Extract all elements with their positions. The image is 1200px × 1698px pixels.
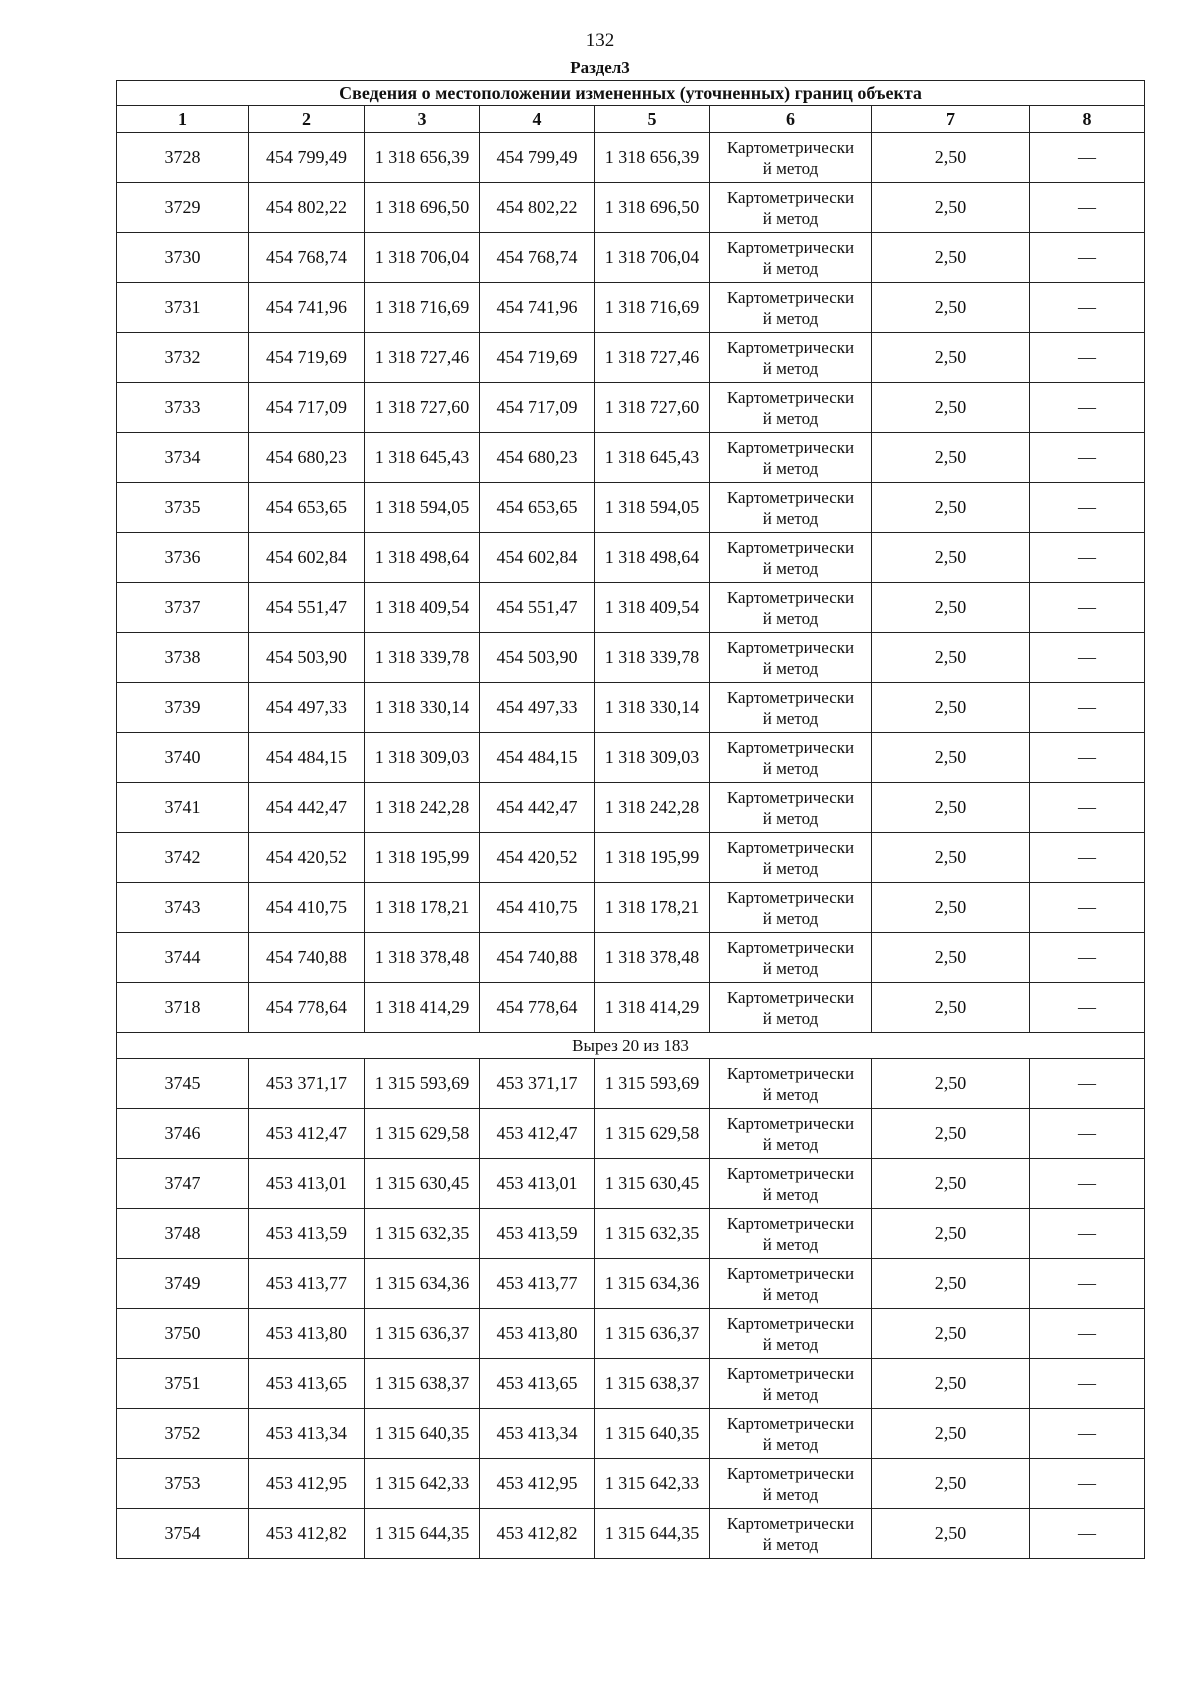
- table-cell-col-5: 1 315 638,37: [595, 1359, 710, 1409]
- table-cell-col-8: —: [1030, 333, 1145, 383]
- table-cell-col-6: Картометрически й метод: [710, 683, 872, 733]
- table-row: [117, 1259, 1145, 1309]
- table-cell-col-6: Картометрически й метод: [710, 733, 872, 783]
- table-row: [117, 133, 1145, 183]
- table-cell-col-6: Картометрически й метод: [710, 133, 872, 183]
- table-cell-col-1: 3735: [117, 483, 249, 533]
- table-row: [117, 233, 1145, 283]
- table-cell-col-7: 2,50: [872, 483, 1030, 533]
- table-cell-col-4: 453 371,17: [480, 1059, 595, 1109]
- section-title: Раздел3: [570, 58, 630, 77]
- page-number: 132: [585, 30, 615, 51]
- table-cell-col-1: 3734: [117, 433, 249, 483]
- table-cell-col-8: —: [1030, 633, 1145, 683]
- column-header: 8: [1030, 106, 1145, 133]
- table-row: [117, 433, 1145, 483]
- table-row: [117, 1509, 1145, 1559]
- table-cell-col-2: 454 778,64: [249, 983, 365, 1033]
- table-row: [117, 183, 1145, 233]
- table-cell-col-8: —: [1030, 1109, 1145, 1159]
- table-cell-col-2: 453 413,59: [249, 1209, 365, 1259]
- table-cell-col-7: 2,50: [872, 783, 1030, 833]
- table-row: [117, 883, 1145, 933]
- table-row: [117, 983, 1145, 1033]
- column-header: 5: [595, 106, 710, 133]
- table-cell-col-8: —: [1030, 883, 1145, 933]
- table-row: [117, 1409, 1145, 1459]
- table-cell-col-8: —: [1030, 233, 1145, 283]
- table-cell-col-8: —: [1030, 183, 1145, 233]
- table-row: [117, 1109, 1145, 1159]
- table-cell-col-4: 454 717,09: [480, 383, 595, 433]
- table-cell-col-4: 454 740,88: [480, 933, 595, 983]
- table-cell-col-5: 1 315 644,35: [595, 1509, 710, 1559]
- table-cell-col-4: 453 413,34: [480, 1409, 595, 1459]
- table-cell-col-1: 3736: [117, 533, 249, 583]
- column-header: 1: [117, 106, 249, 133]
- table-cell-col-4: 454 602,84: [480, 533, 595, 583]
- table-body: [117, 133, 1145, 1559]
- table-cell-col-3: 1 318 645,43: [365, 433, 480, 483]
- table-cell-col-1: 3753: [117, 1459, 249, 1509]
- boundary-coordinates-table: [116, 80, 1145, 1559]
- table-cell-col-2: 454 680,23: [249, 433, 365, 483]
- table-cell-col-8: —: [1030, 583, 1145, 633]
- table-row: [117, 833, 1145, 883]
- table-cell-col-6: Картометрически й метод: [710, 333, 872, 383]
- table-cell-col-4: 454 799,49: [480, 133, 595, 183]
- table-cell-col-7: 2,50: [872, 633, 1030, 683]
- table-cell-col-7: 2,50: [872, 583, 1030, 633]
- table-cell-col-7: 2,50: [872, 1159, 1030, 1209]
- table-cell-col-1: 3731: [117, 283, 249, 333]
- table-cell-col-7: 2,50: [872, 883, 1030, 933]
- table-cell-col-4: 454 802,22: [480, 183, 595, 233]
- table-cell-col-1: 3730: [117, 233, 249, 283]
- table-cell-col-3: 1 318 414,29: [365, 983, 480, 1033]
- table-cell-col-2: 453 371,17: [249, 1059, 365, 1109]
- table-cell-col-6: Картометрически й метод: [710, 1159, 872, 1209]
- table-cell-col-8: —: [1030, 833, 1145, 883]
- table-cell-col-5: 1 315 632,35: [595, 1209, 710, 1259]
- table-cell-col-3: 1 318 378,48: [365, 933, 480, 983]
- table-cell-col-2: 453 413,65: [249, 1359, 365, 1409]
- table-cell-col-7: 2,50: [872, 933, 1030, 983]
- table-cell-col-3: 1 318 706,04: [365, 233, 480, 283]
- table-cell-col-4: 454 768,74: [480, 233, 595, 283]
- table-cell-col-4: 453 413,59: [480, 1209, 595, 1259]
- table-cell-col-1: 3751: [117, 1359, 249, 1409]
- table-cell-col-3: 1 318 339,78: [365, 633, 480, 683]
- table-cell-col-3: 1 318 727,46: [365, 333, 480, 383]
- table-row: [117, 783, 1145, 833]
- table-cell-col-7: 2,50: [872, 683, 1030, 733]
- table-cell-col-3: 1 315 632,35: [365, 1209, 480, 1259]
- table-cell-col-4: 454 420,52: [480, 833, 595, 883]
- table-cell-col-8: —: [1030, 1209, 1145, 1259]
- table-cell-col-7: 2,50: [872, 183, 1030, 233]
- table-cell-col-5: 1 318 409,54: [595, 583, 710, 633]
- table-cell-col-8: —: [1030, 1159, 1145, 1209]
- table-cell-col-4: 453 412,95: [480, 1459, 595, 1509]
- table-cell-col-7: 2,50: [872, 983, 1030, 1033]
- table-cell-col-6: Картометрически й метод: [710, 233, 872, 283]
- table-cell-col-3: 1 315 644,35: [365, 1509, 480, 1559]
- table-cell-col-8: —: [1030, 133, 1145, 183]
- table-cell-col-8: —: [1030, 783, 1145, 833]
- table-cell-col-1: 3737: [117, 583, 249, 633]
- table-cell-col-3: 1 315 642,33: [365, 1459, 480, 1509]
- table-cell-col-4: 454 484,15: [480, 733, 595, 783]
- table-cell-col-5: 1 318 706,04: [595, 233, 710, 283]
- table-cell-col-7: 2,50: [872, 233, 1030, 283]
- table-cell-col-2: 454 740,88: [249, 933, 365, 983]
- table-cell-col-6: Картометрически й метод: [710, 1409, 872, 1459]
- table-cell-col-2: 453 413,77: [249, 1259, 365, 1309]
- table-cell-col-2: 453 412,82: [249, 1509, 365, 1559]
- table-cell-col-2: 454 653,65: [249, 483, 365, 533]
- table-cell-col-6: Картометрически й метод: [710, 383, 872, 433]
- table-cell-col-4: 454 653,65: [480, 483, 595, 533]
- table-cell-col-4: 453 413,80: [480, 1309, 595, 1359]
- table-cell-col-2: 454 484,15: [249, 733, 365, 783]
- table-cell-col-5: 1 315 630,45: [595, 1159, 710, 1209]
- table-cell-col-6: Картометрически й метод: [710, 1109, 872, 1159]
- table-cell-col-5: 1 315 642,33: [595, 1459, 710, 1509]
- table-cell-col-8: —: [1030, 1309, 1145, 1359]
- table-cell-col-3: 1 315 593,69: [365, 1059, 480, 1109]
- table-cell-col-2: 454 442,47: [249, 783, 365, 833]
- table-cell-col-5: 1 315 634,36: [595, 1259, 710, 1309]
- table-cell-col-8: —: [1030, 1509, 1145, 1559]
- table-cell-col-2: 453 413,80: [249, 1309, 365, 1359]
- table-cell-col-2: 454 799,49: [249, 133, 365, 183]
- table-cell-col-5: 1 315 636,37: [595, 1309, 710, 1359]
- table-cell-col-6: Картометрически й метод: [710, 1209, 872, 1259]
- table-cell-col-5: 1 318 414,29: [595, 983, 710, 1033]
- table-cell-col-3: 1 318 409,54: [365, 583, 480, 633]
- table-row: [117, 1209, 1145, 1259]
- table-cell-col-3: 1 318 696,50: [365, 183, 480, 233]
- table-cell-col-1: 3746: [117, 1109, 249, 1159]
- table-cell-col-3: 1 318 330,14: [365, 683, 480, 733]
- table-cell-col-5: 1 318 645,43: [595, 433, 710, 483]
- table-cell-col-5: 1 318 727,60: [595, 383, 710, 433]
- table-cell-col-5: 1 315 640,35: [595, 1409, 710, 1459]
- table-cell-col-2: 453 413,01: [249, 1159, 365, 1209]
- table-cell-col-3: 1 315 629,58: [365, 1109, 480, 1159]
- table-cell-col-5: 1 318 339,78: [595, 633, 710, 683]
- table-cell-col-1: 3728: [117, 133, 249, 183]
- table-cell-col-7: 2,50: [872, 533, 1030, 583]
- table-cell-col-4: 453 413,65: [480, 1359, 595, 1409]
- table-cell-col-3: 1 315 630,45: [365, 1159, 480, 1209]
- table-cell-col-3: 1 318 594,05: [365, 483, 480, 533]
- table-row: [117, 733, 1145, 783]
- table-row: [117, 1159, 1145, 1209]
- table-cell-col-1: 3718: [117, 983, 249, 1033]
- table-cell-col-6: Картометрически й метод: [710, 933, 872, 983]
- table-cell-col-4: 453 412,47: [480, 1109, 595, 1159]
- table-cell-col-1: 3752: [117, 1409, 249, 1459]
- table-cell-col-2: 454 719,69: [249, 333, 365, 383]
- table-cell-col-7: 2,50: [872, 1259, 1030, 1309]
- table-cell-col-6: Картометрически й метод: [710, 1059, 872, 1109]
- table-row: [117, 933, 1145, 983]
- table-cell-col-5: 1 318 716,69: [595, 283, 710, 333]
- table-cell-col-7: 2,50: [872, 1509, 1030, 1559]
- table-cell-col-5: 1 318 242,28: [595, 783, 710, 833]
- table-cell-col-1: 3749: [117, 1259, 249, 1309]
- table-cell-col-1: 3750: [117, 1309, 249, 1359]
- table-cell-col-3: 1 318 727,60: [365, 383, 480, 433]
- table-cell-col-1: 3744: [117, 933, 249, 983]
- table-cell-col-6: Картометрически й метод: [710, 533, 872, 583]
- table-cell-col-7: 2,50: [872, 383, 1030, 433]
- table-cell-col-2: 454 741,96: [249, 283, 365, 333]
- table-cell-col-4: 454 442,47: [480, 783, 595, 833]
- table-cell-col-7: 2,50: [872, 283, 1030, 333]
- table-cell-col-7: 2,50: [872, 433, 1030, 483]
- table-row: [117, 383, 1145, 433]
- table-cell-col-2: 453 412,47: [249, 1109, 365, 1159]
- table-cell-col-3: 1 318 178,21: [365, 883, 480, 933]
- table-cell-col-2: 454 768,74: [249, 233, 365, 283]
- table-cell-col-5: 1 318 378,48: [595, 933, 710, 983]
- table-cell-col-1: 3733: [117, 383, 249, 433]
- table-cell-col-2: 454 420,52: [249, 833, 365, 883]
- table-cell-col-2: 454 717,09: [249, 383, 365, 433]
- table-row: [117, 283, 1145, 333]
- table-cell-col-3: 1 318 309,03: [365, 733, 480, 783]
- table-cell-col-3: 1 318 716,69: [365, 283, 480, 333]
- table-cell-col-8: —: [1030, 933, 1145, 983]
- table-cell-col-5: 1 315 593,69: [595, 1059, 710, 1109]
- table-cell-col-4: 454 503,90: [480, 633, 595, 683]
- table-cell-col-7: 2,50: [872, 1059, 1030, 1109]
- table-cell-col-7: 2,50: [872, 1409, 1030, 1459]
- column-header: 4: [480, 106, 595, 133]
- table-cell-col-4: 454 497,33: [480, 683, 595, 733]
- table-cell-col-1: 3740: [117, 733, 249, 783]
- table-cell-col-6: Картометрически й метод: [710, 883, 872, 933]
- table-cell-col-1: 3747: [117, 1159, 249, 1209]
- table-cell-col-3: 1 318 242,28: [365, 783, 480, 833]
- table-row: [117, 533, 1145, 583]
- table-cell-col-8: —: [1030, 1359, 1145, 1409]
- table-cell-col-5: 1 315 629,58: [595, 1109, 710, 1159]
- table-cell-col-2: 454 497,33: [249, 683, 365, 733]
- table-cell-col-8: —: [1030, 1459, 1145, 1509]
- table-row: [117, 1059, 1145, 1109]
- table-cell-col-5: 1 318 498,64: [595, 533, 710, 583]
- table-cell-col-6: Картометрически й метод: [710, 1309, 872, 1359]
- table-cell-col-6: Картометрически й метод: [710, 833, 872, 883]
- table-cell-col-6: Картометрически й метод: [710, 183, 872, 233]
- table-cell-col-7: 2,50: [872, 133, 1030, 183]
- table-cell-col-8: —: [1030, 483, 1145, 533]
- table-cell-col-5: 1 318 594,05: [595, 483, 710, 533]
- table-cell-col-7: 2,50: [872, 1109, 1030, 1159]
- table-row: [117, 333, 1145, 383]
- table-cell-col-3: 1 315 640,35: [365, 1409, 480, 1459]
- table-cell-col-6: Картометрически й метод: [710, 1359, 872, 1409]
- table-cell-col-5: 1 318 195,99: [595, 833, 710, 883]
- table-cell-col-8: —: [1030, 1409, 1145, 1459]
- table-row: [117, 1459, 1145, 1509]
- table-cell-col-1: 3754: [117, 1509, 249, 1559]
- table-cell-col-8: —: [1030, 683, 1145, 733]
- table-cell-col-4: 454 551,47: [480, 583, 595, 633]
- table-cell-col-6: Картометрически й метод: [710, 1509, 872, 1559]
- table-cell-col-4: 454 778,64: [480, 983, 595, 1033]
- table-cell-col-1: 3742: [117, 833, 249, 883]
- table-row: [117, 633, 1145, 683]
- column-header: 2: [249, 106, 365, 133]
- table-cell-col-5: 1 318 696,50: [595, 183, 710, 233]
- table-cell-col-2: 454 410,75: [249, 883, 365, 933]
- table-cell-col-7: 2,50: [872, 1459, 1030, 1509]
- column-header-row: [117, 106, 1145, 133]
- table-cell-col-6: Картометрически й метод: [710, 783, 872, 833]
- table-cell-col-1: 3732: [117, 333, 249, 383]
- table-cell-col-2: 454 551,47: [249, 583, 365, 633]
- table-cell-col-1: 3738: [117, 633, 249, 683]
- group-row: [117, 1033, 1145, 1059]
- table-cell-col-1: 3739: [117, 683, 249, 733]
- table-cell-col-8: —: [1030, 383, 1145, 433]
- table-cell-col-7: 2,50: [872, 1359, 1030, 1409]
- table-cell-col-5: 1 318 330,14: [595, 683, 710, 733]
- group-label: Вырез 20 из 183: [117, 1033, 1145, 1059]
- table-cell-col-8: —: [1030, 733, 1145, 783]
- table-cell-col-8: —: [1030, 983, 1145, 1033]
- table-cell-col-4: 453 412,82: [480, 1509, 595, 1559]
- table-cell-col-6: Картометрически й метод: [710, 1459, 872, 1509]
- column-header: 3: [365, 106, 480, 133]
- table-cell-col-2: 454 802,22: [249, 183, 365, 233]
- table-cell-col-5: 1 318 656,39: [595, 133, 710, 183]
- table-cell-col-3: 1 318 656,39: [365, 133, 480, 183]
- table-cell-col-1: 3748: [117, 1209, 249, 1259]
- column-header: 6: [710, 106, 872, 133]
- table-cell-col-6: Картометрически й метод: [710, 1259, 872, 1309]
- table-cell-col-1: 3745: [117, 1059, 249, 1109]
- table-cell-col-6: Картометрически й метод: [710, 283, 872, 333]
- table-cell-col-4: 454 719,69: [480, 333, 595, 383]
- table-cell-col-5: 1 318 727,46: [595, 333, 710, 383]
- table-cell-col-2: 454 602,84: [249, 533, 365, 583]
- table-cell-col-3: 1 315 636,37: [365, 1309, 480, 1359]
- table-row: [117, 483, 1145, 533]
- table-cell-col-8: —: [1030, 1259, 1145, 1309]
- table-cell-col-3: 1 315 634,36: [365, 1259, 480, 1309]
- table-cell-col-1: 3743: [117, 883, 249, 933]
- table-cell-col-3: 1 315 638,37: [365, 1359, 480, 1409]
- table-cell-col-1: 3741: [117, 783, 249, 833]
- table-cell-col-7: 2,50: [872, 733, 1030, 783]
- table-cell-col-3: 1 318 195,99: [365, 833, 480, 883]
- table-row: [117, 1309, 1145, 1359]
- table-cell-col-5: 1 318 309,03: [595, 733, 710, 783]
- table-cell-col-2: 453 412,95: [249, 1459, 365, 1509]
- table-cell-col-6: Картометрически й метод: [710, 633, 872, 683]
- table-cell-col-6: Картометрически й метод: [710, 483, 872, 533]
- table-cell-col-4: 453 413,77: [480, 1259, 595, 1309]
- table-row: [117, 583, 1145, 633]
- table-row: [117, 683, 1145, 733]
- table-cell-col-4: 453 413,01: [480, 1159, 595, 1209]
- table-cell-col-7: 2,50: [872, 1209, 1030, 1259]
- table-cell-col-4: 454 741,96: [480, 283, 595, 333]
- table-cell-col-6: Картометрически й метод: [710, 983, 872, 1033]
- table-cell-col-5: 1 318 178,21: [595, 883, 710, 933]
- table-cell-col-8: —: [1030, 1059, 1145, 1109]
- table-cell-col-8: —: [1030, 533, 1145, 583]
- table-cell-col-6: Картометрически й метод: [710, 583, 872, 633]
- table-cell-col-8: —: [1030, 283, 1145, 333]
- table-cell-col-7: 2,50: [872, 1309, 1030, 1359]
- table-cell-col-2: 453 413,34: [249, 1409, 365, 1459]
- table-row: [117, 1359, 1145, 1409]
- column-header: 7: [872, 106, 1030, 133]
- table-cell-col-7: 2,50: [872, 833, 1030, 883]
- table-cell-col-7: 2,50: [872, 333, 1030, 383]
- table-caption: Сведения о местоположении измененных (уточненных) границ объекта: [117, 81, 1145, 106]
- table-cell-col-2: 454 503,90: [249, 633, 365, 683]
- table-cell-col-3: 1 318 498,64: [365, 533, 480, 583]
- table-cell-col-6: Картометрически й метод: [710, 433, 872, 483]
- table-cell-col-4: 454 680,23: [480, 433, 595, 483]
- table-cell-col-4: 454 410,75: [480, 883, 595, 933]
- table-cell-col-1: 3729: [117, 183, 249, 233]
- table-cell-col-8: —: [1030, 433, 1145, 483]
